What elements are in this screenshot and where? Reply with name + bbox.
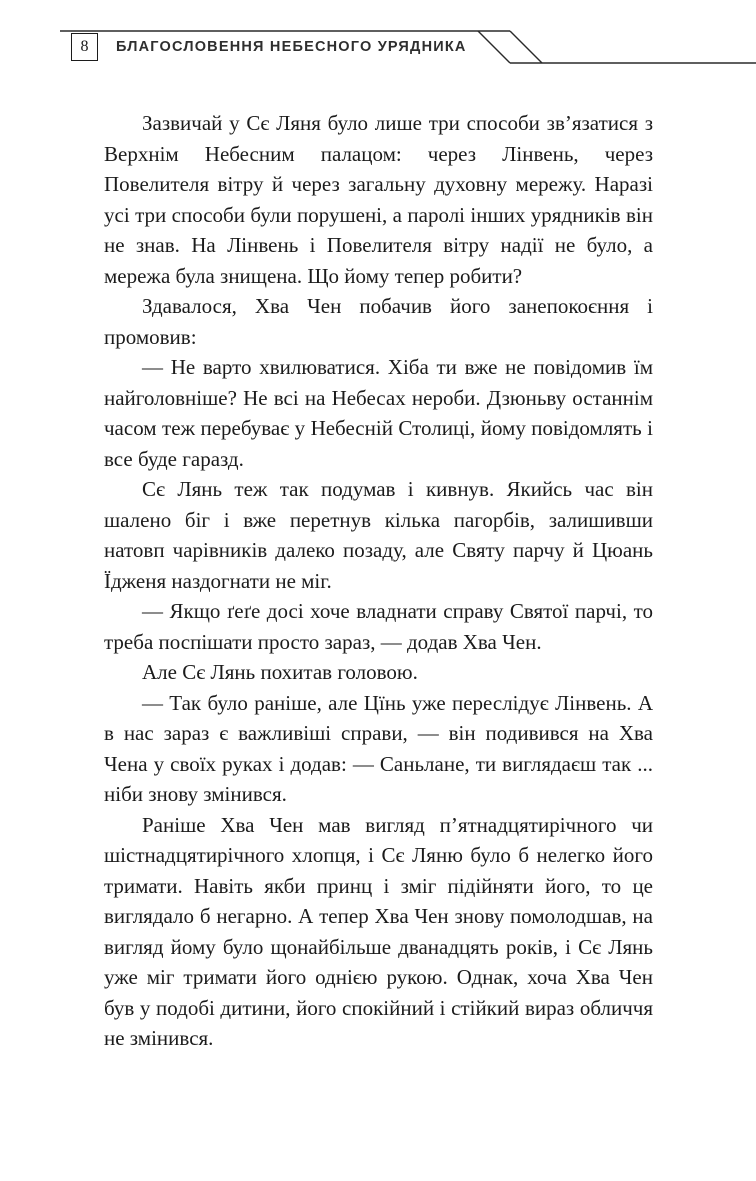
paragraph: Раніше Хва Чен мав вигляд п’ятнадцятирічного чи шістнадцятирічного хлопця, і Сє Ляню було б нелегко його тримати. Навіть якби принц і зміг підійняти його, то це виглядало б негарно. А тепер Хва Чен знову помолодшав, на вигляд йому було щонайбільше дванадцять років, і Сє Лянь уже міг тримати його однією рукою. Однак, хоча Хва Чен був у подобі дитини, його спокійний і стійкий вираз обличчя не змінився. bbox=[104, 812, 653, 1050]
paragraph: — Так було раніше, але Цїнь уже переслідує Лінвень. А в нас зараз є важливіші справи, — він подивився на Хва Чена у своїх руках і додав: — Саньлане, ти виглядаєш так ... ніби знову змінився. bbox=[104, 690, 653, 806]
paragraph: Зазвичай у Сє Ляня було лише три способи зв’язатися з Верхнім Небесним палацом: через Лінвень, через Повелителя вітру й через загальну духовну мережу. Наразі усі три способи були порушені, а паролі інших урядників він не знав. На Лінвень і Повелителя вітру надії не було, а мережа була знищена. Що йому тепер робити? bbox=[104, 111, 653, 288]
page-number-box bbox=[71, 33, 98, 61]
paragraph: — Не варто хвилюватися. Хіба ти вже не повідомив їм найголовніше? Не всі на Небесах нероби. Дзюньву останнім часом теж перебуває у Небесній Столиці, йому повідомлять і все буде гаразд. bbox=[104, 355, 653, 471]
paragraph: Здавалося, Хва Чен побачив його занепокоєння і промовив: bbox=[104, 294, 653, 349]
page-number: 8 bbox=[80, 38, 89, 55]
paragraph: — Якщо ґеґе досі хоче владнати справу Святої парчі, то треба поспішати просто зараз, — додав Хва Чен. bbox=[104, 599, 653, 654]
page-body bbox=[104, 108, 653, 1054]
running-head-title: БЛАГОСЛОВЕННЯ НЕБЕСНОГО УРЯДНИКА bbox=[116, 39, 467, 55]
paragraph: Але Сє Лянь похитав головою. bbox=[142, 660, 418, 684]
page-header bbox=[0, 0, 756, 80]
paragraph: Сє Лянь теж так подумав і кивнув. Якийсь час він шалено біг і вже перетнув кілька пагорбів, залишивши натовп чарівників далеко позаду, але Святу парчу й Цюань Їдженя наздогнати не міг. bbox=[104, 477, 653, 593]
